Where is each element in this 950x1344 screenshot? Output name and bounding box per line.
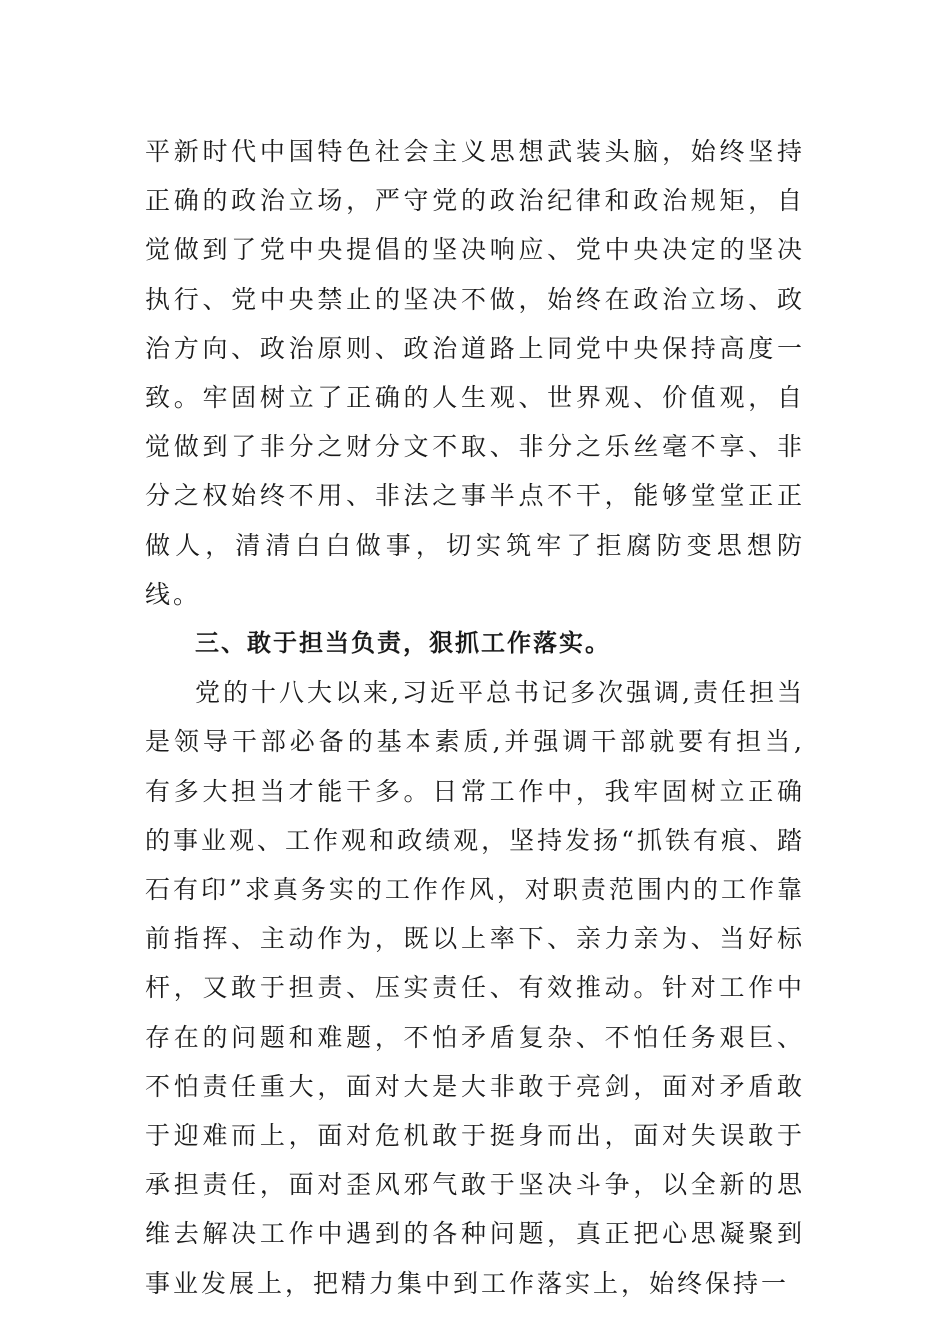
paragraph-ideology: 平新时代中国特色社会主义思想武装头脑，始终坚持正确的政治立场，严守党的政治纪律和政治规矩，自觉做到了党中央提倡的坚决响应、党中央决定的坚决执行、党中央禁止的坚决不做，始终在政治立场、政治方向、政治原则、政治道路上同党中央保持高度一致。牢固树立了正确的人生观、世界观、价值观，自觉做到了非分之财分文不取、非分之乐丝毫不享、非分之权始终不用、非法之事半点不干，能够堂堂正正做人，清清白白做事，切实筑牢了拒腐防变思想防线。	[145, 137, 805, 609]
section-heading-3: 三、敢于担当负责，狠抓工作落实。	[195, 629, 611, 658]
document-page	[145, 127, 805, 1308]
paragraph-responsibility: 党的十八大以来,习近平总书记多次强调,责任担当是领导干部必备的基本素质,并强调干部就要有担当,有多大担当才能干多。日常工作中，我牢固树立正确的事业观、工作观和政绩观，坚持发扬“抓铁有痕、踏石有印”求真务实的工作作风，对职责范围内的工作靠前指挥、主动作为，既以上率下、亲力亲为、当好标杆，又敢于担责、压实责任、有效推动。针对工作中存在的问题和难题，不怕矛盾复杂、不怕任务艰巨、不怕责任重大，面对大是大非敢于亮剑，面对矛盾敢于迎难而上，面对危机敢于挺身而出，面对失误敢于承担责任，面对歪风邪气敢于坚决斗争，以全新的思维去解决工作中遇到的各种问题，真正把心思凝聚到事业发展上，把精力集中到工作落实上，始终保持一	[145, 678, 805, 1298]
